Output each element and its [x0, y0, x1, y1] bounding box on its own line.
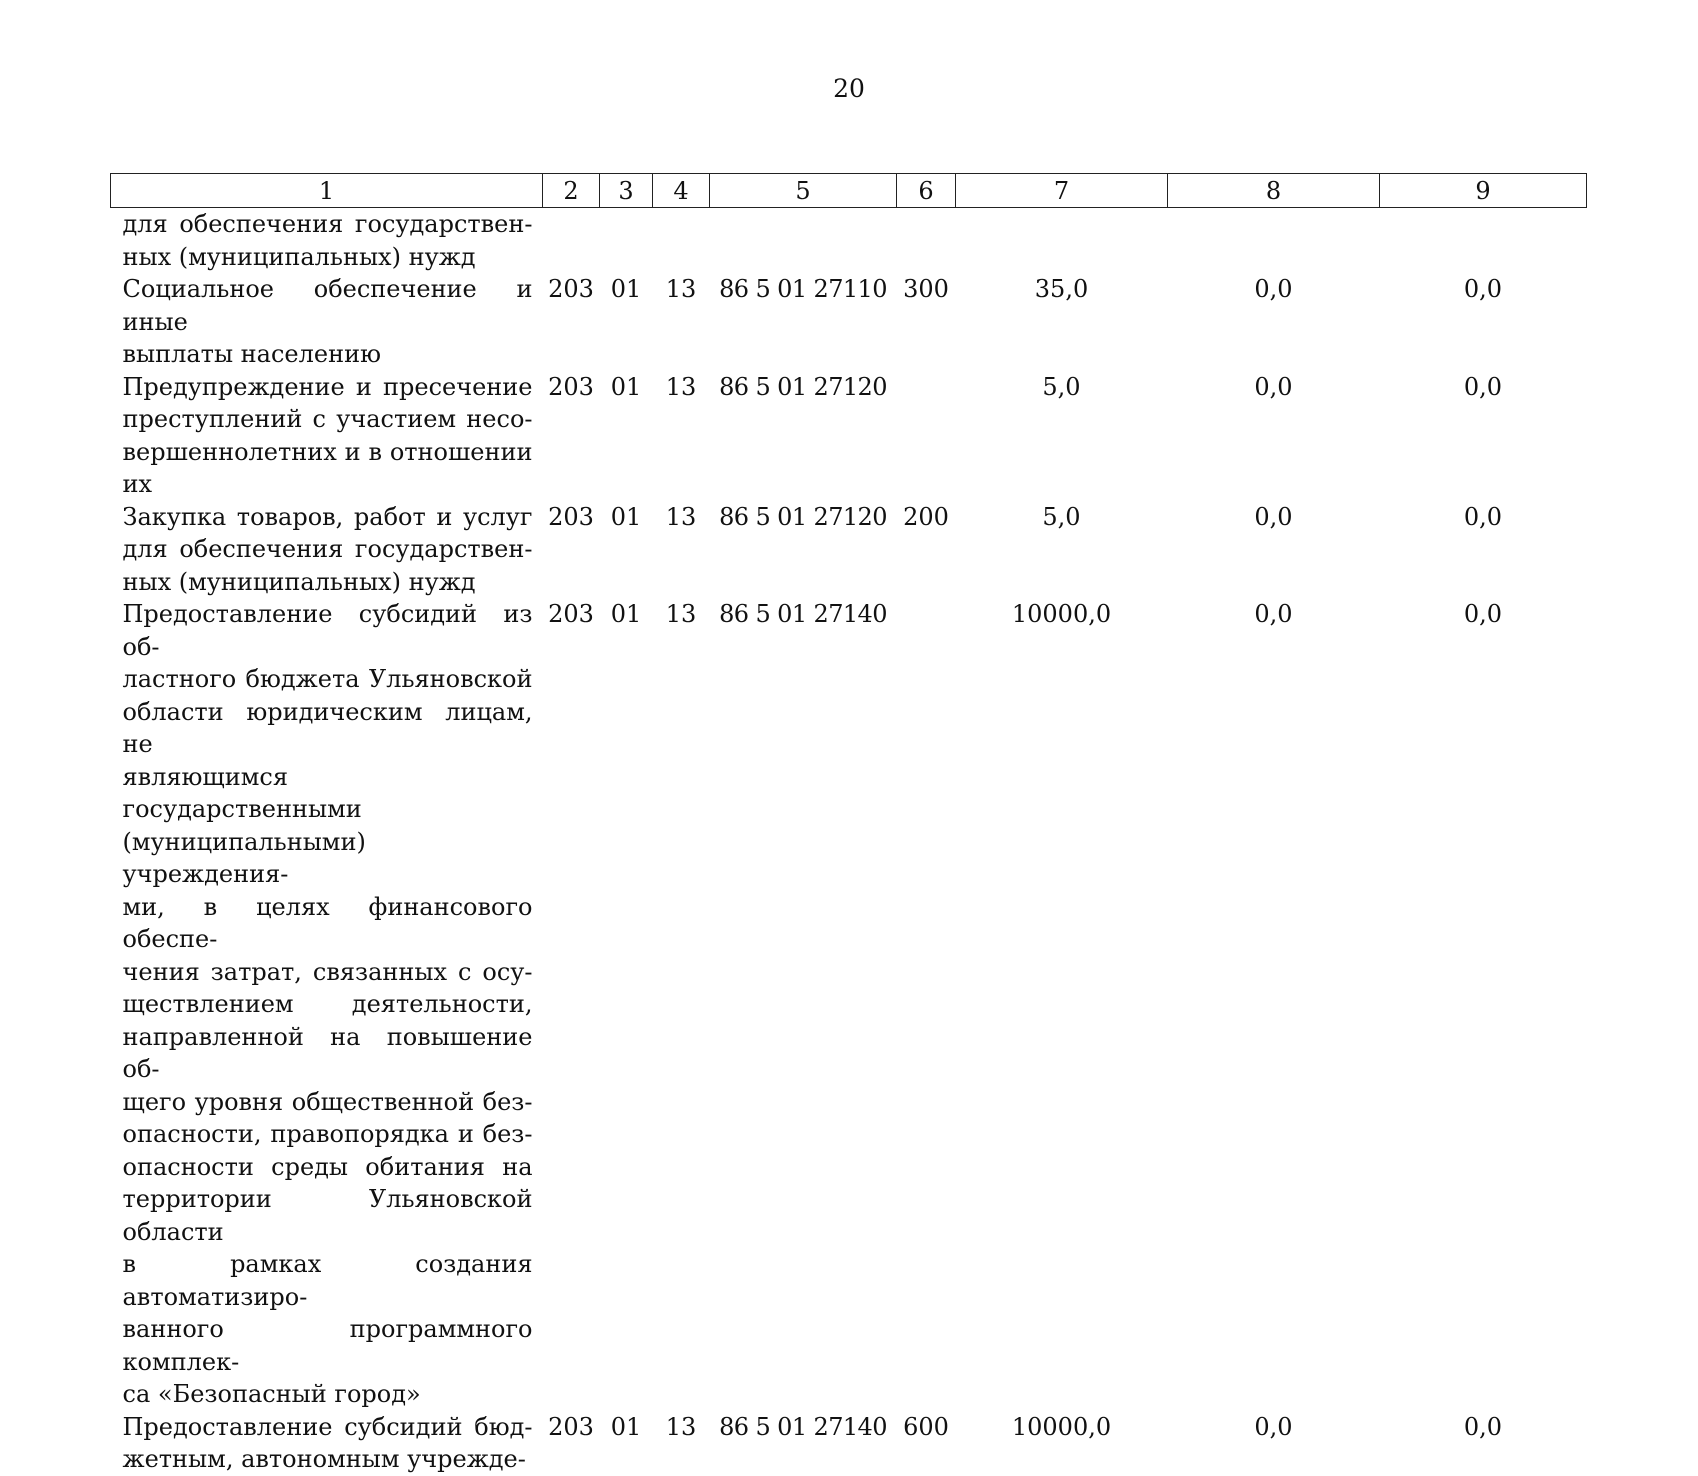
- row-description: [111, 598, 543, 1411]
- amount-col9: 0,0: [1463, 502, 1503, 531]
- row-description: [111, 1411, 543, 1476]
- amount-col8: 0,0: [1254, 372, 1293, 401]
- column-header-8: 8: [1168, 174, 1380, 208]
- section-code: 203: [548, 372, 594, 401]
- table-body: [111, 208, 1587, 1476]
- amount-col9: 0,0: [1463, 600, 1503, 628]
- target-item-code: 86 5 01 27110: [719, 275, 887, 303]
- description-line: ластного бюджета Ульяновской: [122, 665, 533, 693]
- subsection-code: 13: [665, 372, 697, 401]
- table-header-row: [111, 174, 1587, 208]
- description-line: ных (муниципальных) нужд: [122, 242, 476, 271]
- description-line: опасности среды обитания на: [122, 1152, 533, 1181]
- description-line: опасности, правопорядка и без-: [122, 1120, 533, 1148]
- description-line: для обеспечения государствен-: [122, 210, 533, 238]
- amount-col8: 0,0: [1254, 275, 1293, 303]
- description-line: преступлений с участием несо-: [122, 405, 533, 433]
- description-line: выплаты населению: [122, 340, 381, 368]
- amount-col8: 0,0: [1254, 502, 1293, 531]
- column-header-6: 6: [897, 174, 956, 208]
- subsection-code: 13: [665, 1412, 697, 1441]
- description-line: направленной на повышение об-: [122, 1022, 533, 1083]
- column-header-7: 7: [956, 174, 1168, 208]
- expense-type-code: 200: [903, 502, 949, 531]
- amount-col9: 0,0: [1463, 372, 1503, 401]
- expense-type-code: 600: [903, 1412, 949, 1441]
- row-description: [111, 501, 543, 599]
- description-line: Предупреждение и пресечение: [122, 372, 533, 401]
- subsection-code: [653, 208, 710, 274]
- subsection-code: 13: [665, 600, 697, 628]
- section-code: 203: [548, 275, 594, 303]
- expense-type-code: [897, 208, 956, 274]
- column-header-3: 3: [600, 174, 653, 208]
- row-description: [111, 208, 543, 274]
- description-line: территории Ульяновской области: [122, 1185, 533, 1246]
- chapter-code: [600, 208, 653, 274]
- table-row: [111, 371, 1587, 501]
- description-line: являющимся государственными: [122, 762, 362, 823]
- description-line: жетным, автономным учрежде-: [122, 1445, 526, 1473]
- description-line: области юридическим лицам, не: [122, 697, 533, 758]
- column-header-4: 4: [653, 174, 710, 208]
- amount-col7: [956, 208, 1168, 274]
- table-row: [111, 501, 1587, 599]
- table-row: [111, 208, 1587, 274]
- description-line: для обеспечения государствен-: [122, 535, 533, 563]
- amount-col8: 0,0: [1254, 600, 1293, 628]
- description-line: щего уровня общественной без-: [122, 1087, 533, 1116]
- description-line: Предоставление субсидий бюд-: [122, 1412, 533, 1441]
- amount-col9: 0,0: [1463, 1412, 1503, 1441]
- section-code: 203: [548, 1412, 594, 1441]
- target-item-code: 86 5 01 27120: [719, 502, 887, 531]
- amount-col7: 35,0: [1034, 275, 1089, 303]
- chapter-code: 01: [610, 1412, 642, 1441]
- target-item-code: 86 5 01 27140: [719, 600, 887, 628]
- chapter-code: 01: [610, 502, 642, 531]
- column-header-1: 1: [111, 174, 543, 208]
- subsection-code: 13: [665, 502, 697, 531]
- description-line: ществлением деятельности,: [122, 990, 533, 1018]
- amount-col7: 10000,0: [1011, 1412, 1112, 1441]
- amount-col7: 10000,0: [1011, 600, 1112, 628]
- amount-col7: 5,0: [1042, 372, 1081, 401]
- description-line: Предоставление субсидий из об-: [122, 600, 533, 661]
- chapter-code: 01: [610, 372, 642, 401]
- amount-col7: 5,0: [1042, 502, 1081, 531]
- description-line: са «Безопасный город»: [122, 1380, 421, 1408]
- description-line: вершеннолетних и в отношении: [122, 437, 533, 466]
- description-line: (муниципальными) учреждения-: [122, 827, 366, 888]
- description-line: их: [122, 470, 153, 498]
- description-line: в рамках создания автоматизиро-: [122, 1250, 533, 1311]
- description-line: ми, в целях финансового обеспе-: [122, 892, 533, 953]
- amount-col8: [1168, 208, 1380, 274]
- target-item-code: 86 5 01 27120: [719, 372, 887, 401]
- chapter-code: 01: [610, 275, 642, 303]
- section-code: 203: [548, 600, 594, 628]
- target-item-code: 86 5 01 27140: [719, 1412, 887, 1441]
- amount-col8: 0,0: [1254, 1412, 1293, 1441]
- amount-col9: 0,0: [1463, 275, 1503, 303]
- page-number: 20: [833, 74, 865, 103]
- description-line: ванного программного комплек-: [122, 1315, 533, 1376]
- row-description: [111, 273, 543, 371]
- column-header-5: 5: [710, 174, 897, 208]
- table-row: [111, 273, 1587, 371]
- expense-type-code: [897, 371, 956, 501]
- chapter-code: 01: [610, 600, 642, 628]
- expense-type-code: 300: [903, 275, 949, 303]
- description-line: Закупка товаров, работ и услуг: [122, 502, 533, 531]
- row-description: [111, 371, 543, 501]
- description-line: Социальное обеспечение и иные: [122, 275, 533, 336]
- budget-table: [110, 173, 1587, 1476]
- section-code: [543, 208, 600, 274]
- section-code: 203: [548, 502, 594, 531]
- description-line: чения затрат, связанных с осу-: [122, 957, 533, 986]
- column-header-2: 2: [543, 174, 600, 208]
- subsection-code: 13: [665, 275, 697, 303]
- table-row: [111, 598, 1587, 1411]
- description-line: ных (муниципальных) нужд: [122, 567, 476, 596]
- expense-type-code: [897, 598, 956, 1411]
- table-row: [111, 1411, 1587, 1476]
- target-item-code: [710, 208, 897, 274]
- amount-col9: [1380, 208, 1587, 274]
- column-header-9: 9: [1380, 174, 1587, 208]
